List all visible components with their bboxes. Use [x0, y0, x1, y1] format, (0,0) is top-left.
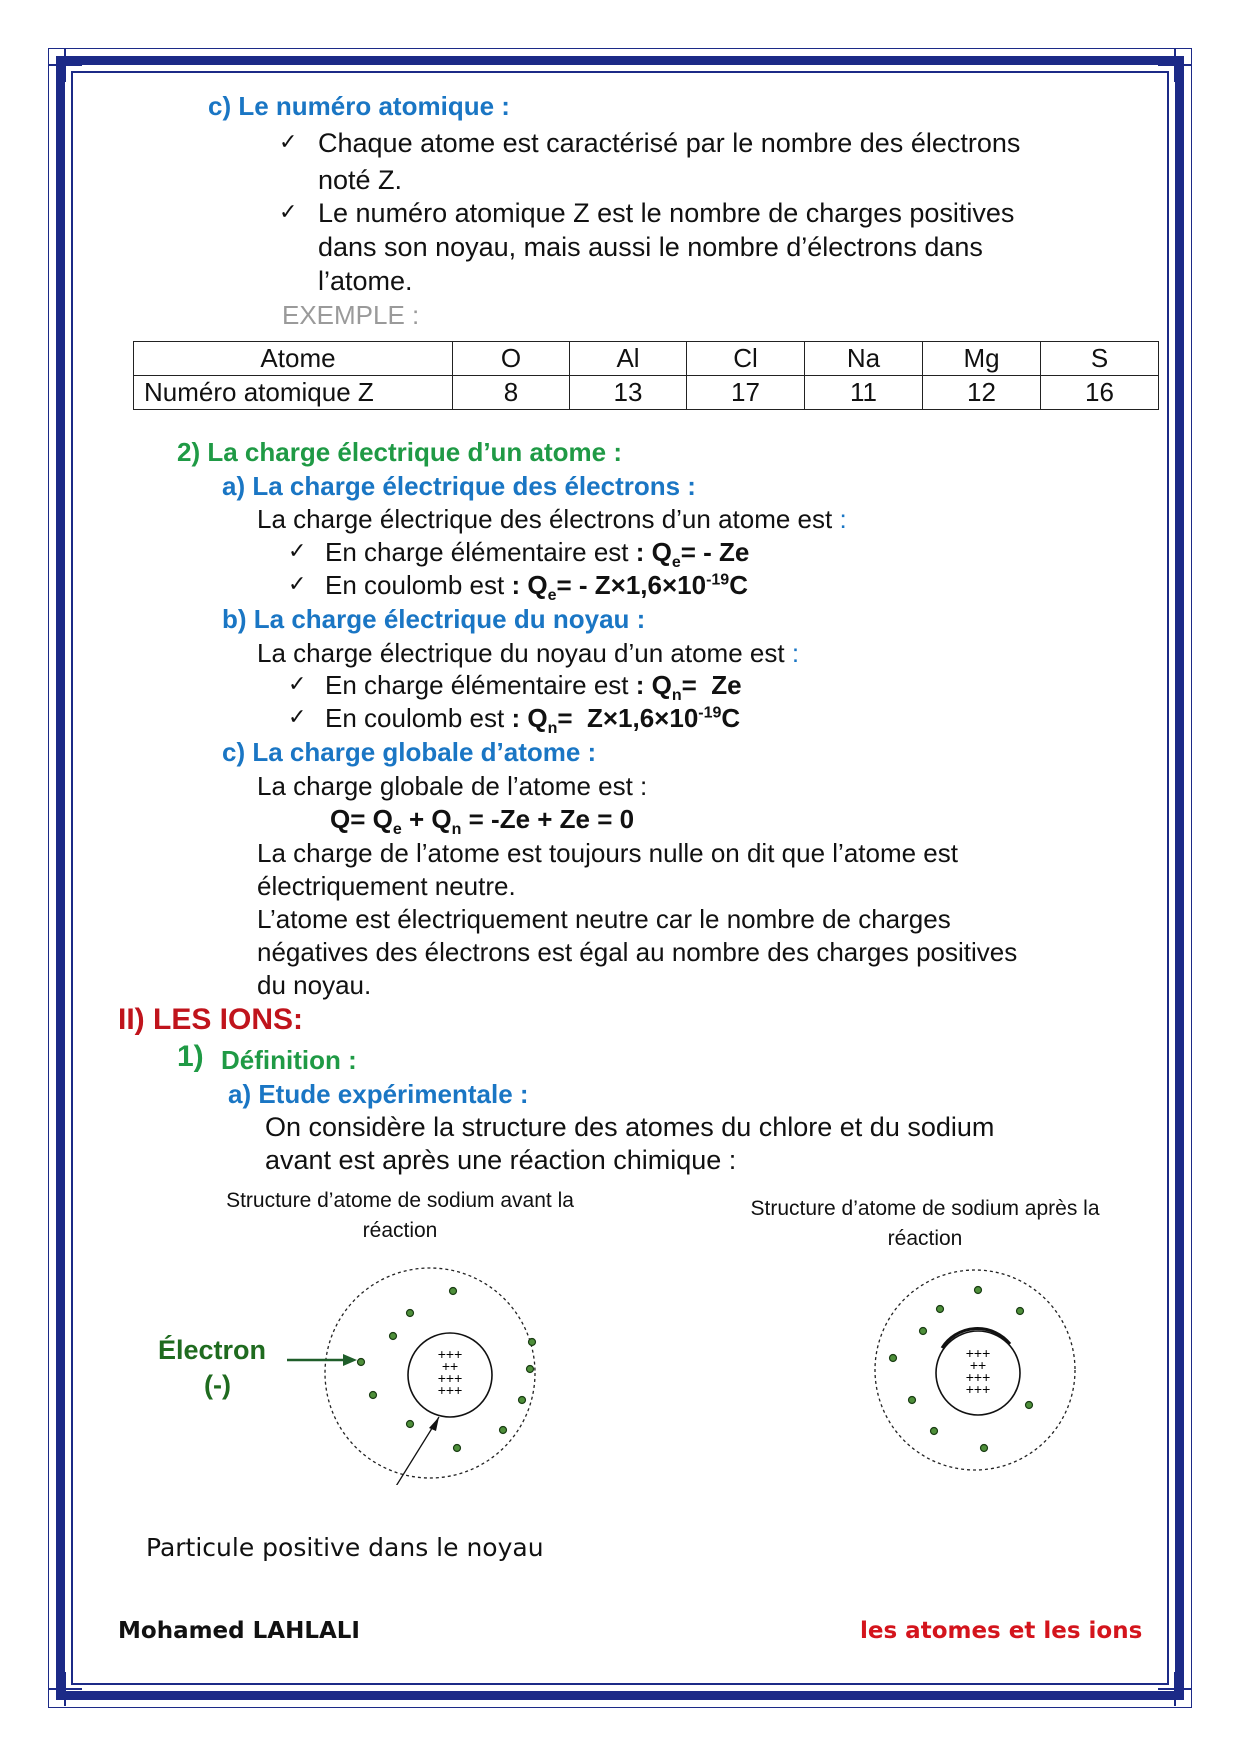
heading-numero-atomique: c) Le numéro atomique : — [208, 91, 510, 121]
paragraph-text: La charge électrique du noyau d’un atome est — [257, 638, 785, 668]
bullet-text: noté Z. — [318, 165, 403, 195]
heading-les-ions: II) LES IONS: — [118, 1003, 304, 1036]
electron — [519, 1397, 526, 1404]
table-cell: 11 — [805, 376, 923, 410]
paragraph: négatives des électrons est égal au nombre des charges positives — [257, 937, 1018, 967]
bullet-text: En charge élémentaire est — [325, 537, 629, 567]
check-icon: ✓ — [279, 130, 298, 155]
caption-line: Structure d’atome de sodium avant la — [226, 1189, 574, 1212]
electron — [909, 1397, 916, 1404]
table-cell: 13 — [570, 376, 687, 410]
formula: : $Q_e= - Ze$ — [635, 537, 750, 572]
electron-sign: (-) — [204, 1370, 231, 1400]
caption-line: Structure d’atome de sodium après la — [750, 1197, 1100, 1220]
table-row — [134, 342, 1159, 376]
corner-ornament-bottom-left — [48, 1672, 82, 1706]
electrons — [890, 1287, 1033, 1452]
paragraph: La charge de l’atome est toujours nulle on dit que l’atome est — [257, 838, 958, 868]
caption-line: réaction — [362, 1219, 438, 1242]
formula-global-charge: $Q= Q_e + Q_n = -Ze + Ze = 0$ — [330, 804, 635, 839]
electron — [1026, 1402, 1033, 1409]
electron — [890, 1355, 897, 1362]
nucleus-charges: ++ — [969, 1357, 987, 1373]
table-cell: Al — [570, 342, 687, 376]
heading-charge-electrique: 2) La charge électrique d’un atome : — [177, 437, 622, 467]
table-header-cell: Atome — [134, 342, 453, 376]
caption-after — [715, 1194, 1135, 1254]
table-cell: 8 — [453, 376, 570, 410]
paragraph-text: La charge électrique des électrons d’un atome est — [257, 504, 833, 534]
electron — [500, 1427, 507, 1434]
table-cell: 12 — [923, 376, 1041, 410]
corner-ornament-top-right — [1158, 48, 1192, 82]
nucleus-particle-label: Particule positive dans le noyau — [146, 1533, 544, 1562]
arrow-head-icon — [429, 1417, 439, 1431]
table-cell: 16 — [1041, 376, 1159, 410]
atom-before-diagram — [300, 1255, 560, 1485]
nucleus-charges: +++ — [437, 1346, 463, 1362]
atomic-number-table — [133, 341, 1159, 410]
electron — [981, 1445, 988, 1452]
paragraph: électriquement neutre. — [257, 871, 516, 901]
electron — [920, 1328, 927, 1335]
electron — [450, 1288, 457, 1295]
check-icon: ✓ — [288, 539, 307, 564]
nucleus-charges: +++ — [965, 1345, 991, 1361]
formula: : $Q_n= Z\times 1,6\times 10^{-19}C$ — [511, 703, 741, 738]
electron — [370, 1392, 377, 1399]
electron — [527, 1366, 534, 1373]
heading-charge-electrons: a) La charge électrique des électrons : — [222, 471, 696, 501]
bullet-text: En charge élémentaire est — [325, 670, 629, 700]
electron — [407, 1310, 414, 1317]
paragraph — [257, 504, 847, 535]
electron — [1017, 1308, 1024, 1315]
footer-title: les atomes et les ions — [860, 1618, 1143, 1644]
nucleus-charges: ++ — [441, 1358, 459, 1374]
nucleus-charges: +++ — [965, 1381, 991, 1397]
corner-ornament-top-left — [48, 48, 82, 82]
electron — [937, 1306, 944, 1313]
check-icon: ✓ — [288, 705, 307, 730]
formula: : $Q_n= Ze$ — [635, 670, 742, 705]
table-cell: 17 — [687, 376, 805, 410]
bullet-text: En coulomb est — [325, 570, 505, 600]
definition-number: 1) — [177, 1040, 204, 1073]
check-icon: ✓ — [288, 672, 307, 697]
check-icon: ✓ — [279, 200, 298, 225]
nucleus-charges: +++ — [965, 1369, 991, 1385]
caption-line: réaction — [887, 1227, 963, 1250]
paragraph — [257, 638, 799, 669]
paragraph: La charge globale de l’atome est : — [257, 771, 648, 801]
bullet-text: dans son noyau, mais aussi le nombre d’électrons dans — [318, 232, 983, 262]
colon: : — [839, 504, 847, 534]
caption-before — [190, 1186, 610, 1246]
electron — [975, 1287, 982, 1294]
table-cell: O — [453, 342, 570, 376]
electron — [454, 1445, 461, 1452]
nucleus-charges: +++ — [437, 1370, 463, 1386]
electron — [529, 1339, 536, 1346]
bullet-line — [325, 670, 742, 705]
table-row — [134, 376, 1159, 410]
check-icon: ✓ — [288, 572, 307, 597]
paragraph: du noyau. — [257, 970, 372, 1000]
bullet-text: Le numéro atomique Z est le nombre de charges positives — [318, 198, 1015, 228]
electron — [407, 1421, 414, 1428]
table-cell: S — [1041, 342, 1159, 376]
bullet-line — [325, 570, 748, 605]
formula: : $Q_e= - Z\times 1,6\times 10^{-19}C$ — [511, 570, 748, 605]
footer-author: Mohamed LAHLALI — [118, 1618, 360, 1644]
corner-ornament-bottom-right — [1158, 1672, 1192, 1706]
atom-after-diagram — [860, 1262, 1090, 1477]
heading-etude-experimentale: a) Etude expérimentale : — [228, 1079, 529, 1109]
electron — [931, 1428, 938, 1435]
nucleus-charges: +++ — [437, 1382, 463, 1398]
table-cell: Na — [805, 342, 923, 376]
bullet-text: l’atome. — [318, 266, 413, 296]
table-cell: Cl — [687, 342, 805, 376]
bullet-text: En coulomb est — [325, 703, 505, 733]
electron — [390, 1333, 397, 1340]
bullet-line — [325, 703, 740, 738]
colon: : — [791, 638, 800, 668]
electron-label: Électron — [158, 1335, 267, 1365]
heading-definition: Définition : — [221, 1045, 357, 1075]
heading-charge-noyau: b) La charge électrique du noyau : — [222, 604, 646, 634]
table-cell: Mg — [923, 342, 1041, 376]
example-label: EXEMPLE : — [282, 300, 420, 330]
paragraph: L’atome est électriquement neutre car le nombre de charges — [257, 904, 951, 934]
bullet-text: Chaque atome est caractérisé par le nombre des électrons — [318, 128, 1021, 158]
heading-charge-globale: c) La charge globale d’atome : — [222, 737, 597, 767]
table-header-cell: Numéro atomique Z — [134, 376, 453, 410]
paragraph: On considère la structure des atomes du chlore et du sodium — [265, 1112, 995, 1142]
electron-arrow-icon — [285, 1350, 365, 1370]
electron-shell — [325, 1268, 535, 1478]
bullet-line — [325, 537, 749, 572]
paragraph: avant est après une réaction chimique : — [265, 1145, 737, 1175]
